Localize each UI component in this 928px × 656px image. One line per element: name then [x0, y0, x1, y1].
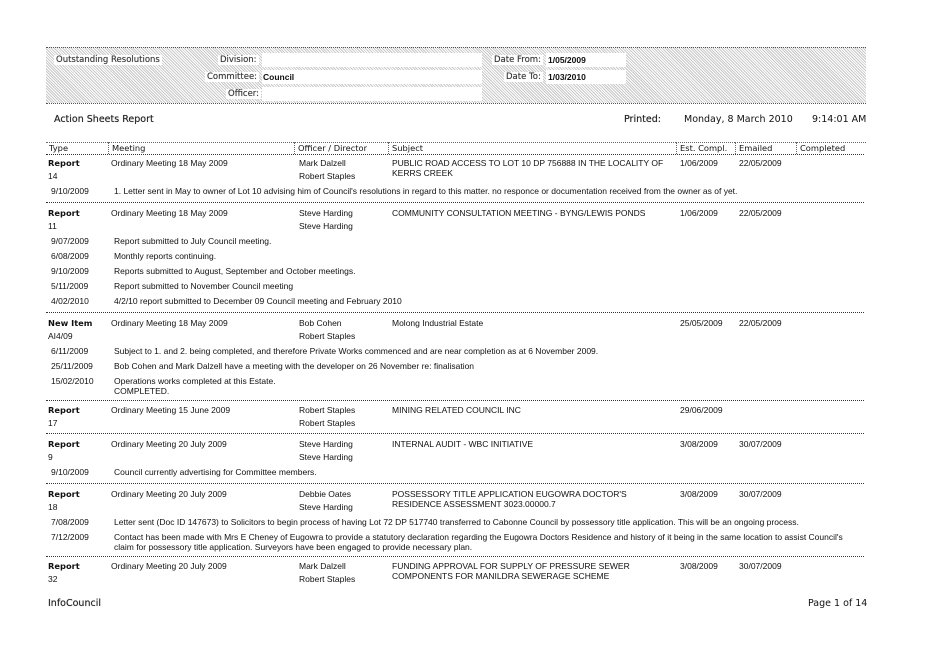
note-text: Reports submitted to August, September and October meetings.	[114, 266, 356, 276]
note-date: 5/11/2009	[51, 281, 89, 291]
report-name: Outstanding Resolutions	[56, 55, 160, 65]
item-est-compl: 25/05/2009	[680, 318, 723, 328]
note-text: Subject to 1. and 2. being completed, and therefore Private Works commenced and are near completion as at 6 November 2009.	[114, 346, 599, 356]
note-date: 9/10/2009	[51, 467, 89, 477]
header-top-border	[46, 47, 866, 48]
date-to-label: Date To:	[506, 72, 541, 82]
item-subject: FUNDING APPROVAL FOR SUPPLY OF PRESSURE SEWER COMPONENTS FOR MANILDRA SEWERAGE SCHEME	[392, 561, 630, 581]
date-from-value: 1/05/2009	[548, 55, 586, 65]
item-meeting: Ordinary Meeting 18 May 2009	[111, 208, 228, 218]
item-type: Report	[48, 158, 80, 168]
item-number: AI4/09	[48, 331, 73, 341]
division-label: Division:	[220, 55, 257, 65]
item-officer: Debbie Oates	[299, 489, 351, 499]
item-director: Steve Harding	[299, 502, 353, 512]
note-text: Contact has been made with Mrs E Cheney of Eugowra to provide a statutory declaration regarding the Eugowra Doctors Residence and history of it being in the same location to assist Council's claim for possessory title application. Surveyors have been engaged to provide necessary plan.	[114, 532, 843, 552]
item-emailed: 30/07/2009	[739, 489, 782, 499]
note-date: 7/08/2009	[51, 517, 89, 527]
row-divider	[46, 400, 864, 401]
item-emailed: 22/05/2009	[739, 318, 782, 328]
col-header-emailed: Emailed	[735, 142, 796, 154]
item-number: 9	[48, 452, 53, 462]
committee-field	[262, 70, 482, 84]
item-director: Robert Staples	[299, 418, 356, 428]
item-meeting: Ordinary Meeting 20 July 2009	[111, 489, 227, 499]
item-number: 14	[48, 171, 58, 181]
item-subject: PUBLIC ROAD ACCESS TO LOT 10 DP 756888 IN THE LOCALITY OF KERRS CREEK	[392, 158, 664, 178]
item-type: New Item	[48, 318, 93, 328]
division-field	[262, 53, 482, 67]
item-emailed: 22/05/2009	[739, 208, 782, 218]
footer-app-name: InfoCouncil	[48, 598, 101, 609]
item-est-compl: 3/08/2009	[680, 489, 718, 499]
date-from-field	[546, 53, 626, 67]
item-director: Robert Staples	[299, 331, 356, 341]
item-director: Steve Harding	[299, 221, 353, 231]
col-header-meeting: Meeting	[108, 142, 294, 154]
note-date: 15/02/2010	[51, 376, 94, 386]
item-type: Report	[48, 561, 80, 571]
row-divider	[46, 433, 864, 434]
note-text: Letter sent (Doc ID 147673) to Solicitors to begin process of having Lot 72 DP 517740 transferred to Cabonne Council by possessory title application. This will be an ongoing process.	[114, 517, 799, 527]
item-officer: Robert Staples	[299, 405, 356, 415]
note-text: 4/2/10 report submitted to December 09 Council meeting and February 2010	[114, 296, 402, 306]
item-director: Steve Harding	[299, 452, 353, 462]
item-officer: Steve Harding	[299, 439, 353, 449]
item-number: 11	[48, 221, 57, 231]
column-header-divider	[46, 154, 864, 155]
item-est-compl: 3/08/2009	[680, 561, 718, 571]
item-subject: MINING RELATED COUNCIL INC	[392, 405, 521, 415]
note-date: 9/10/2009	[51, 186, 89, 196]
item-officer: Bob Cohen	[299, 318, 342, 328]
row-divider	[46, 556, 864, 557]
item-subject: POSSESSORY TITLE APPLICATION EUGOWRA DOCTOR'S RESIDENCE ASSESSMENT 3023.00000.7	[392, 489, 627, 509]
printed-date: Monday, 8 March 2010	[684, 114, 793, 125]
item-est-compl: 29/06/2009	[680, 405, 723, 415]
item-meeting: Ordinary Meeting 20 July 2009	[111, 561, 227, 571]
item-type: Report	[48, 405, 80, 415]
officer-label: Officer:	[228, 89, 260, 99]
note-date: 9/07/2009	[51, 236, 89, 246]
item-meeting: Ordinary Meeting 18 May 2009	[111, 318, 228, 328]
col-header-subject: Subject	[388, 142, 676, 154]
item-type: Report	[48, 439, 80, 449]
item-est-compl: 3/08/2009	[680, 439, 718, 449]
item-subject: Molong Industrial Estate	[392, 318, 484, 328]
item-officer: Mark Dalzell	[299, 561, 346, 571]
committee-label: Committee:	[207, 72, 258, 82]
item-type: Report	[48, 489, 80, 499]
col-header-officer: Officer / Director	[294, 142, 388, 154]
item-director: Robert Staples	[299, 171, 356, 181]
note-date: 6/11/2009	[51, 346, 89, 356]
note-date: 25/11/2009	[51, 361, 93, 371]
item-type: Report	[48, 208, 80, 218]
printed-label: Printed:	[624, 114, 661, 125]
item-meeting: Ordinary Meeting 20 July 2009	[111, 439, 227, 449]
item-meeting: Ordinary Meeting 15 June 2009	[111, 405, 231, 415]
col-header-est-compl: Est. Compl.	[676, 142, 735, 154]
item-director: Robert Staples	[299, 574, 356, 584]
date-from-label: Date From:	[494, 55, 541, 65]
item-number: 17	[48, 418, 58, 428]
note-date: 9/10/2009	[51, 266, 89, 276]
date-to-value: 1/03/2010	[548, 72, 586, 82]
note-date: 7/12/2009	[51, 532, 89, 542]
col-header-completed: Completed	[796, 142, 866, 154]
footer-page-number: Page 1 of 14	[808, 598, 868, 609]
col-header-type: Type	[46, 142, 108, 154]
item-meeting: Ordinary Meeting 18 May 2009	[111, 158, 228, 168]
note-text: Monthly reports continuing.	[114, 251, 217, 261]
item-subject: COMMUNITY CONSULTATION MEETING - BYNG/LEWIS PONDS	[392, 208, 646, 218]
note-text: 1. Letter sent in May to owner of Lot 10 advising him of Council's resolutions in regard to this matter. no responce or documentation received from the owner as of yet.	[114, 186, 738, 196]
note-date: 6/08/2009	[51, 251, 89, 261]
note-date: 4/02/2010	[51, 296, 89, 306]
date-to-field	[546, 70, 626, 84]
item-emailed: 22/05/2009	[739, 158, 782, 168]
item-number: 18	[48, 502, 58, 512]
note-text: Bob Cohen and Mark Dalzell have a meeting with the developer on 26 November re: finalisation	[114, 361, 475, 371]
item-subject: INTERNAL AUDIT - WBC INITIATIVE	[392, 439, 534, 449]
committee-value: Council	[263, 72, 295, 82]
item-emailed: 30/07/2009	[739, 561, 782, 571]
item-est-compl: 1/06/2009	[680, 158, 718, 168]
report-title: Action Sheets Report	[54, 114, 154, 125]
note-text-continued: COMPLETED.	[114, 386, 170, 396]
item-number: 32	[48, 574, 58, 584]
item-est-compl: 1/06/2009	[680, 208, 718, 218]
note-text: Operations works completed at this Estate.	[114, 376, 276, 386]
item-officer: Steve Harding	[299, 208, 353, 218]
header-bottom-border	[46, 103, 866, 104]
note-text: Report submitted to November Council meeting	[114, 281, 294, 291]
row-divider	[46, 483, 864, 484]
item-emailed: 30/07/2009	[739, 439, 782, 449]
item-officer: Mark Dalzell	[299, 158, 346, 168]
note-text: Report submitted to July Council meeting.	[114, 236, 272, 246]
printed-time: 9:14:01 AM	[812, 114, 867, 125]
note-text: Council currently advertising for Committee members.	[114, 467, 317, 477]
officer-field	[262, 87, 482, 101]
row-divider	[46, 202, 864, 203]
row-divider	[46, 312, 864, 313]
